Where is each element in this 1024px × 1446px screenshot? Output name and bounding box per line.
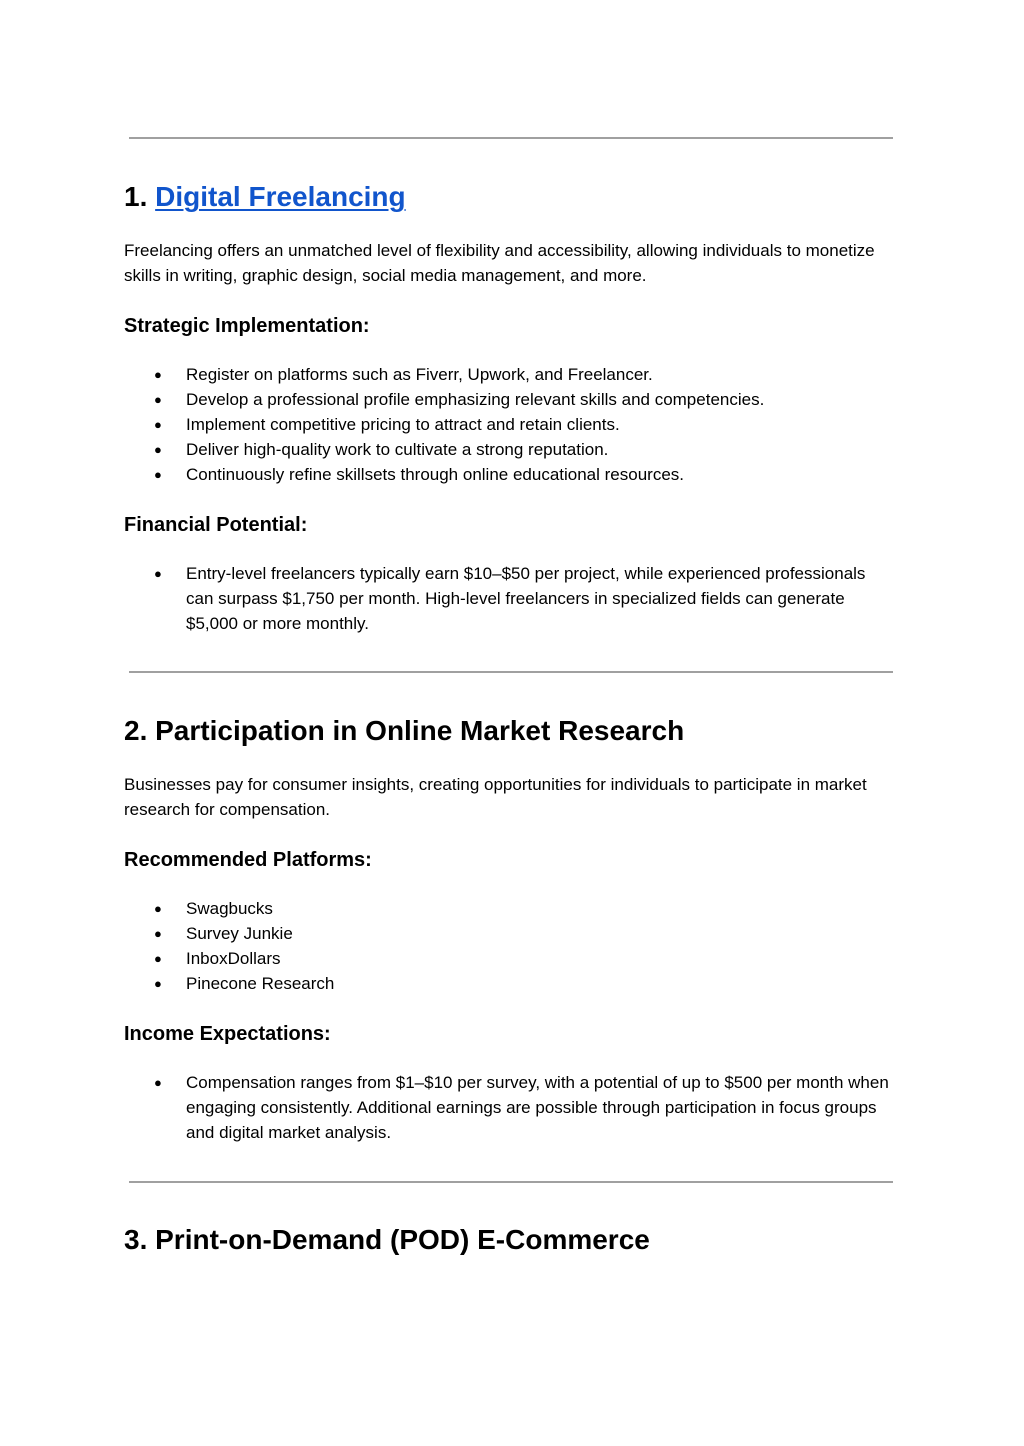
bullet-icon: ●	[154, 392, 162, 407]
bullet-icon: ●	[154, 976, 162, 991]
section-1-heading	[124, 180, 406, 214]
section-2-heading: 2. Participation in Online Market Research	[124, 715, 685, 746]
income-expectations-heading: Income Expectations:	[124, 1023, 331, 1045]
bullet-icon: ●	[154, 566, 162, 581]
list-item: ● Implement competitive pricing to attract and retain clients.	[154, 412, 889, 437]
horizontal-rule	[129, 1181, 893, 1183]
financial-potential-list	[154, 561, 889, 636]
list-item: ● Develop a professional profile emphasizing relevant skills and competencies.	[154, 387, 889, 412]
list-item: ● Continuously refine skillsets through online educational resources.	[154, 462, 889, 487]
list-item: ● Pinecone Research	[154, 971, 889, 996]
financial-potential-heading: Financial Potential:	[124, 514, 308, 536]
list-item: ● Swagbucks	[154, 896, 889, 921]
bullet-icon: ●	[154, 1075, 162, 1090]
list-item: ● Survey Junkie	[154, 921, 889, 946]
bullet-icon: ●	[154, 901, 162, 916]
recommended-platforms-heading: Recommended Platforms:	[124, 849, 372, 871]
section-1-intro: Freelancing offers an unmatched level of flexibility and accessibility, allowing individuals to monetize skills in writing, graphic design, social media management, and more.	[124, 241, 875, 285]
horizontal-rule	[129, 137, 893, 139]
recommended-platforms-list	[154, 896, 889, 996]
income-expectations-list	[154, 1070, 889, 1145]
section-1-number: 1.	[124, 181, 148, 212]
list-item: ● Register on platforms such as Fiverr, Upwork, and Freelancer.	[154, 362, 889, 387]
list-item: ● Compensation ranges from $1–$10 per survey, with a potential of up to $500 per month when engaging consistently. Additional earnings are possible through participation in focus groups and digital market analysis.	[154, 1070, 889, 1145]
bullet-icon: ●	[154, 467, 162, 482]
list-item: ● Entry-level freelancers typically earn $10–$50 per project, while experienced professionals can surpass $1,750 per month. High-level freelancers in specialized fields can generate $5,000 or more monthly.	[154, 561, 889, 636]
bullet-icon: ●	[154, 951, 162, 966]
bullet-icon: ●	[154, 442, 162, 457]
horizontal-rule	[129, 671, 893, 673]
strategic-implementation-list	[154, 362, 889, 487]
bullet-icon: ●	[154, 926, 162, 941]
list-item: ● InboxDollars	[154, 946, 889, 971]
bullet-icon: ●	[154, 417, 162, 432]
section-3-heading: 3. Print-on-Demand (POD) E-Commerce	[124, 1224, 650, 1255]
digital-freelancing-link[interactable]: Digital Freelancing	[155, 181, 406, 212]
list-item: ● Deliver high-quality work to cultivate a strong reputation.	[154, 437, 889, 462]
section-2-intro: Businesses pay for consumer insights, creating opportunities for individuals to participate in market research for compensation.	[124, 775, 867, 819]
strategic-implementation-heading: Strategic Implementation:	[124, 315, 370, 337]
bullet-icon: ●	[154, 367, 162, 382]
